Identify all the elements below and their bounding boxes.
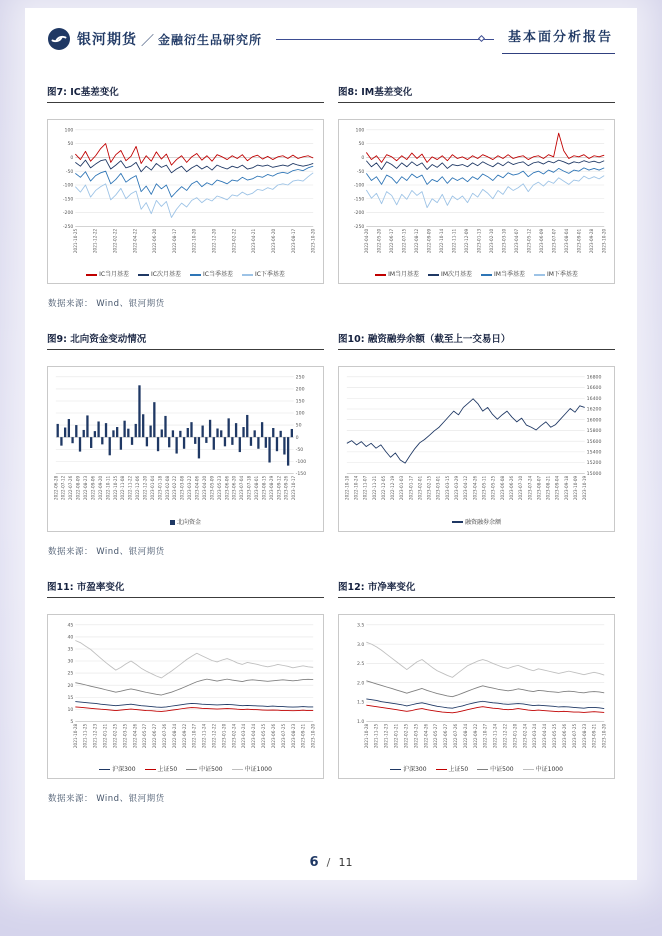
svg-text:2023-07-24: 2023-07-24 — [527, 476, 533, 501]
svg-text:15: 15 — [67, 695, 74, 701]
svg-text:15800: 15800 — [586, 429, 602, 435]
svg-text:2023-02-22: 2023-02-22 — [231, 228, 237, 254]
svg-text:2022-07-26: 2022-07-26 — [68, 476, 74, 501]
svg-text:16600: 16600 — [586, 386, 602, 392]
svg-text:2022-05-20: 2022-05-20 — [376, 228, 382, 254]
legend-item: 上证50 — [145, 766, 178, 773]
svg-text:2023-01-04: 2023-01-04 — [149, 476, 155, 501]
svg-text:2022-12-22: 2022-12-22 — [502, 723, 508, 748]
svg-text:2023-10-20: 2023-10-20 — [310, 228, 316, 254]
svg-text:2023-09-18: 2023-09-18 — [563, 476, 569, 501]
svg-text:2023-08-23: 2023-08-23 — [290, 723, 296, 748]
svg-text:2022-03-25: 2022-03-25 — [122, 723, 128, 748]
chart-title: 图7: IC基差变化 — [47, 84, 324, 103]
svg-text:2022-12-09: 2022-12-09 — [463, 228, 469, 254]
svg-text:2023-04-12: 2023-04-12 — [463, 476, 469, 501]
svg-text:2023-02-10: 2023-02-10 — [488, 228, 494, 254]
svg-text:2022-06-27: 2022-06-27 — [152, 723, 158, 748]
svg-text:2022-08-17: 2022-08-17 — [171, 228, 177, 254]
svg-text:2023-09-12: 2023-09-12 — [276, 476, 282, 501]
svg-text:-100: -100 — [295, 460, 307, 466]
svg-text:2022-07-26: 2022-07-26 — [453, 723, 459, 748]
legend-marker-icon — [481, 274, 492, 276]
svg-text:2022-11-22: 2022-11-22 — [127, 476, 133, 501]
svg-text:2023-08-04: 2023-08-04 — [564, 228, 570, 254]
svg-text:2023-01-20: 2023-01-20 — [512, 723, 518, 748]
svg-text:2022-04-20: 2022-04-20 — [363, 228, 369, 254]
svg-text:2022-02-22: 2022-02-22 — [112, 228, 118, 254]
legend-item: IM下季基差 — [534, 271, 578, 278]
svg-text:2023-07-25: 2023-07-25 — [280, 723, 286, 748]
legend-marker-icon — [190, 274, 201, 276]
svg-text:2023-05-23: 2023-05-23 — [216, 476, 222, 501]
svg-text:2022-09-22: 2022-09-22 — [472, 723, 478, 748]
svg-text:10: 10 — [67, 707, 74, 713]
legend-marker-icon — [452, 521, 463, 523]
svg-text:2023-10-20: 2023-10-20 — [601, 723, 607, 748]
legend-item: 中证500 — [477, 766, 513, 773]
svg-text:-150: -150 — [295, 472, 307, 478]
svg-text:2023-09-26: 2023-09-26 — [283, 476, 289, 501]
svg-text:2023-09-04: 2023-09-04 — [554, 476, 560, 501]
svg-text:5: 5 — [70, 719, 74, 725]
svg-text:2023-05-25: 2023-05-25 — [552, 723, 558, 748]
svg-text:-150: -150 — [62, 197, 74, 203]
svg-text:2022-02-25: 2022-02-25 — [112, 723, 118, 748]
svg-text:2023-08-17: 2023-08-17 — [290, 228, 296, 254]
svg-text:2023-01-13: 2023-01-13 — [476, 228, 482, 254]
legend-marker-icon — [375, 274, 386, 276]
svg-text:16800: 16800 — [586, 375, 602, 381]
svg-text:2023-04-07: 2023-04-07 — [514, 228, 520, 254]
chart-row-3 — [47, 579, 615, 779]
chart-title: 图9: 北向资金变动情况 — [47, 331, 324, 350]
svg-text:2023-06-08: 2023-06-08 — [499, 476, 505, 501]
legend-marker-icon — [477, 769, 488, 771]
svg-text:2023-01-20: 2023-01-20 — [221, 723, 227, 748]
svg-text:2022-09-22: 2022-09-22 — [181, 723, 187, 748]
svg-text:3.0: 3.0 — [356, 642, 365, 648]
svg-text:200: 200 — [295, 387, 305, 393]
data-source-note: 数据来源： Wind、银河期货 — [48, 794, 165, 805]
svg-text:2023-10-20: 2023-10-20 — [310, 723, 316, 748]
chart-legend — [50, 517, 321, 530]
chart-ic-basis-canvas — [47, 119, 324, 284]
svg-text:2023-02-22: 2023-02-22 — [172, 476, 178, 501]
svg-text:2023-02-24: 2023-02-24 — [522, 723, 528, 748]
svg-text:2023-05-12: 2023-05-12 — [526, 228, 532, 254]
legend-item: IC次月基差 — [138, 271, 181, 278]
svg-text:2023-06-26: 2023-06-26 — [270, 723, 276, 748]
report-type-title: 基本面分析报告 — [502, 24, 615, 54]
svg-text:40: 40 — [67, 635, 74, 641]
svg-text:2023-03-15: 2023-03-15 — [444, 476, 450, 501]
svg-text:2023-05-25: 2023-05-25 — [490, 476, 496, 501]
svg-text:16000: 16000 — [586, 418, 602, 424]
svg-text:-50: -50 — [356, 169, 365, 175]
svg-text:2023-03-22: 2023-03-22 — [187, 476, 193, 501]
chart-im-basis-canvas — [338, 119, 615, 284]
data-source-note: 数据来源： Wind、银河期货 — [48, 299, 165, 310]
svg-text:2023-07-25: 2023-07-25 — [571, 723, 577, 748]
svg-text:15200: 15200 — [586, 461, 602, 467]
svg-text:2023-08-07: 2023-08-07 — [536, 476, 542, 501]
svg-text:2022-12-20: 2022-12-20 — [211, 228, 217, 254]
charts-section — [47, 84, 615, 826]
legend-marker-icon — [138, 274, 149, 276]
report-header — [47, 22, 615, 56]
svg-text:50: 50 — [358, 142, 365, 148]
legend-item: 沪深300 — [99, 766, 135, 773]
svg-text:2023-04-06: 2023-04-06 — [194, 476, 200, 501]
svg-text:2022-01-21: 2022-01-21 — [393, 723, 399, 748]
svg-text:-200: -200 — [353, 211, 365, 217]
svg-text:2022-11-11: 2022-11-11 — [451, 228, 457, 254]
svg-text:2023-08-01: 2023-08-01 — [254, 476, 260, 501]
svg-text:2023-08-29: 2023-08-29 — [268, 476, 274, 501]
legend-marker-icon — [523, 769, 534, 771]
svg-text:2022-10-14: 2022-10-14 — [438, 228, 444, 254]
svg-text:2021-12-22: 2021-12-22 — [92, 228, 98, 254]
svg-text:100: 100 — [355, 128, 365, 134]
legend-item: 北向资金 — [170, 519, 201, 526]
legend-item: 中证1000 — [232, 766, 272, 773]
svg-text:2022-12-05: 2022-12-05 — [380, 476, 386, 501]
svg-text:2022-10-24: 2022-10-24 — [353, 476, 359, 501]
chart-northbound-flows-canvas — [47, 366, 324, 531]
svg-text:2022-06-27: 2022-06-27 — [443, 723, 449, 748]
legend-item: IM当月基差 — [375, 271, 419, 278]
svg-text:16400: 16400 — [586, 397, 602, 403]
svg-text:2022-11-24: 2022-11-24 — [201, 723, 207, 748]
legend-item: 沪深300 — [390, 766, 426, 773]
svg-text:30: 30 — [67, 659, 74, 665]
diamond-icon — [478, 34, 485, 41]
legend-item: IC下季基差 — [242, 271, 285, 278]
svg-text:15000: 15000 — [586, 472, 602, 478]
svg-text:-150: -150 — [353, 197, 365, 203]
svg-text:2022-06-17: 2022-06-17 — [388, 228, 394, 254]
svg-text:2022-12-22: 2022-12-22 — [211, 723, 217, 748]
svg-text:2023-10-09: 2023-10-09 — [573, 476, 579, 501]
galaxy-futures-logo-icon — [47, 27, 71, 51]
page-number-total: 11 — [338, 856, 353, 869]
svg-text:2022-11-24: 2022-11-24 — [492, 723, 498, 748]
chart-title: 图8: IM基差变化 — [338, 84, 615, 103]
chart-block-pe-ratio — [47, 579, 324, 779]
chart-block-im-basis — [338, 84, 615, 284]
svg-text:2021-12-23: 2021-12-23 — [92, 723, 98, 748]
svg-text:2021-10-28: 2021-10-28 — [363, 723, 369, 748]
legend-marker-icon — [232, 769, 243, 771]
legend-marker-icon — [186, 769, 197, 771]
svg-text:2023-03-29: 2023-03-29 — [454, 476, 460, 501]
legend-marker-icon — [390, 769, 401, 771]
svg-text:2022-10-27: 2022-10-27 — [191, 723, 197, 748]
legend-item: 中证500 — [186, 766, 222, 773]
legend-marker-icon — [534, 274, 545, 276]
svg-text:-100: -100 — [62, 183, 74, 189]
svg-text:2022-01-21: 2022-01-21 — [102, 723, 108, 748]
chart-title: 图11: 市盈率变化 — [47, 579, 324, 598]
svg-text:2023-06-20: 2023-06-20 — [231, 476, 237, 501]
svg-text:-250: -250 — [353, 224, 365, 230]
svg-text:2023-04-26: 2023-04-26 — [472, 476, 478, 501]
svg-text:50: 50 — [295, 424, 302, 430]
svg-text:2023-07-04: 2023-07-04 — [239, 476, 245, 501]
svg-text:2022-10-20: 2022-10-20 — [191, 228, 197, 254]
svg-text:2022-08-24: 2022-08-24 — [462, 723, 468, 748]
data-source-note: 数据来源： Wind、银河期货 — [48, 546, 165, 557]
svg-text:2023-06-26: 2023-06-26 — [508, 476, 514, 501]
svg-text:2022-09-09: 2022-09-09 — [426, 228, 432, 254]
header-rule — [276, 39, 494, 40]
svg-text:2022-06-20: 2022-06-20 — [152, 228, 158, 254]
svg-text:2022-08-23: 2022-08-23 — [83, 476, 89, 501]
chart-legend — [341, 269, 612, 282]
svg-text:2021-11-25: 2021-11-25 — [373, 723, 379, 748]
svg-text:2022-11-21: 2022-11-21 — [371, 476, 377, 501]
svg-text:2022-10-25: 2022-10-25 — [112, 476, 118, 501]
svg-text:2021-10-28: 2021-10-28 — [72, 723, 78, 748]
svg-text:15600: 15600 — [586, 440, 602, 446]
chart-legend — [50, 269, 321, 282]
svg-text:2021-10-25: 2021-10-25 — [72, 228, 78, 254]
svg-text:2023-05-11: 2023-05-11 — [481, 476, 487, 501]
legend-marker-icon — [242, 274, 253, 276]
legend-marker-icon — [436, 769, 447, 771]
svg-text:2023-01-18: 2023-01-18 — [157, 476, 163, 501]
svg-text:0: 0 — [295, 436, 299, 442]
brand-name: 银河期货 — [77, 32, 137, 48]
svg-text:2022-11-07: 2022-11-07 — [362, 476, 368, 501]
chart-title: 图12: 市净率变化 — [338, 579, 615, 598]
svg-text:2023-08-15: 2023-08-15 — [261, 476, 267, 501]
svg-text:2023-01-17: 2023-01-17 — [408, 476, 414, 501]
svg-text:2023-05-25: 2023-05-25 — [261, 723, 267, 748]
legend-marker-icon — [99, 769, 110, 771]
svg-text:2.5: 2.5 — [356, 661, 365, 667]
chart-margin-balance-canvas — [338, 366, 615, 531]
chart-pb-canvas — [338, 614, 615, 779]
chart-block-margin-balance — [338, 331, 615, 531]
chart-legend — [341, 764, 612, 777]
svg-text:2022-06-28: 2022-06-28 — [53, 476, 59, 501]
svg-text:2022-08-09: 2022-08-09 — [75, 476, 81, 501]
report-page — [25, 8, 637, 880]
svg-text:2023-03-24: 2023-03-24 — [532, 723, 538, 748]
svg-text:2022-08-12: 2022-08-12 — [413, 228, 419, 254]
svg-text:-100: -100 — [353, 183, 365, 189]
svg-text:2023-09-21: 2023-09-21 — [591, 723, 597, 748]
svg-text:2022-07-12: 2022-07-12 — [60, 476, 66, 501]
svg-text:2022-09-20: 2022-09-20 — [97, 476, 103, 501]
svg-text:2023-09-01: 2023-09-01 — [576, 228, 582, 254]
svg-text:45: 45 — [67, 623, 74, 629]
svg-text:-250: -250 — [62, 224, 74, 230]
legend-item: IM次月基差 — [428, 271, 472, 278]
chart-row-1 — [47, 84, 615, 284]
svg-text:50: 50 — [67, 142, 74, 148]
svg-text:2023-04-24: 2023-04-24 — [542, 723, 548, 748]
chart-block-pb-ratio — [338, 579, 615, 779]
svg-text:2023-01-03: 2023-01-03 — [399, 476, 405, 501]
svg-text:-50: -50 — [295, 448, 304, 454]
chart-pe-canvas — [47, 614, 324, 779]
svg-text:2023-03-24: 2023-03-24 — [241, 723, 247, 748]
svg-text:2023-06-26: 2023-06-26 — [561, 723, 567, 748]
svg-text:2022-04-22: 2022-04-22 — [132, 228, 138, 254]
svg-text:0: 0 — [361, 156, 365, 162]
legend-item: 上证50 — [436, 766, 469, 773]
svg-text:250: 250 — [295, 375, 305, 381]
svg-text:-50: -50 — [65, 169, 74, 175]
chart-block-ic-basis — [47, 84, 324, 284]
chart-row-2 — [47, 331, 615, 531]
svg-text:2023-08-23: 2023-08-23 — [581, 723, 587, 748]
svg-text:2023-09-28: 2023-09-28 — [589, 228, 595, 254]
legend-marker-icon — [86, 274, 97, 276]
svg-text:2.0: 2.0 — [356, 681, 365, 687]
svg-text:-200: -200 — [62, 211, 74, 217]
svg-text:2023-03-01: 2023-03-01 — [435, 476, 441, 501]
svg-text:2022-09-06: 2022-09-06 — [90, 476, 96, 501]
page-footer — [47, 845, 615, 872]
svg-text:2023-05-09: 2023-05-09 — [209, 476, 215, 501]
chart-legend — [50, 764, 321, 777]
svg-text:2022-04-26: 2022-04-26 — [423, 723, 429, 748]
department-name: 金融衍生品研究所 — [158, 32, 263, 47]
svg-text:2022-08-24: 2022-08-24 — [171, 723, 177, 748]
svg-text:2023-03-10: 2023-03-10 — [501, 228, 507, 254]
svg-text:2023-07-18: 2023-07-18 — [246, 476, 252, 501]
svg-text:2022-12-20: 2022-12-20 — [142, 476, 148, 501]
svg-text:2023-03-08: 2023-03-08 — [179, 476, 185, 501]
legend-marker-icon — [145, 769, 156, 771]
svg-text:20: 20 — [67, 683, 74, 689]
svg-text:2023-07-10: 2023-07-10 — [518, 476, 524, 501]
svg-text:150: 150 — [295, 400, 305, 406]
legend-item: IC当月基差 — [86, 271, 129, 278]
svg-text:100: 100 — [64, 128, 74, 134]
svg-text:2023-02-08: 2023-02-08 — [164, 476, 170, 501]
svg-text:2023-10-20: 2023-10-20 — [601, 228, 607, 254]
svg-text:2022-11-08: 2022-11-08 — [120, 476, 126, 501]
svg-text:100: 100 — [295, 412, 305, 418]
svg-text:2022-04-26: 2022-04-26 — [132, 723, 138, 748]
chart-title: 图10: 融资融券余额（截至上一交易日） — [338, 331, 615, 350]
svg-text:2021-11-25: 2021-11-25 — [82, 723, 88, 748]
chart-legend — [341, 517, 612, 530]
page-number-separator: / — [326, 856, 331, 869]
svg-text:2023-06-09: 2023-06-09 — [539, 228, 545, 254]
svg-text:2023-04-24: 2023-04-24 — [251, 723, 257, 748]
svg-text:1.5: 1.5 — [356, 700, 365, 706]
svg-text:2023-02-15: 2023-02-15 — [426, 476, 432, 501]
svg-text:16200: 16200 — [586, 408, 602, 414]
chart-block-northbound-flows — [47, 331, 324, 531]
header-separator: ／ — [141, 33, 155, 49]
svg-text:2023-02-01: 2023-02-01 — [417, 476, 423, 501]
svg-text:1.0: 1.0 — [356, 719, 365, 725]
svg-text:2022-03-25: 2022-03-25 — [413, 723, 419, 748]
legend-item: 融资融券余额 — [452, 519, 501, 526]
svg-text:2023-10-17: 2023-10-17 — [291, 476, 297, 501]
svg-text:0: 0 — [70, 156, 74, 162]
svg-text:2023-02-24: 2023-02-24 — [231, 723, 237, 748]
svg-text:2023-06-06: 2023-06-06 — [224, 476, 230, 501]
legend-item: IM当季基差 — [481, 271, 525, 278]
legend-item: IC当季基差 — [190, 271, 233, 278]
svg-text:2023-09-21: 2023-09-21 — [300, 723, 306, 748]
svg-text:2022-02-25: 2022-02-25 — [403, 723, 409, 748]
page-number-current: 6 — [309, 855, 319, 870]
legend-marker-icon — [170, 520, 175, 525]
svg-text:2023-04-20: 2023-04-20 — [201, 476, 207, 501]
svg-text:3.5: 3.5 — [356, 623, 365, 629]
svg-text:2023-06-20: 2023-06-20 — [270, 228, 276, 254]
svg-text:2022-10-27: 2022-10-27 — [482, 723, 488, 748]
svg-text:2022-12-06: 2022-12-06 — [135, 476, 141, 501]
legend-marker-icon — [428, 274, 439, 276]
legend-item: 中证1000 — [523, 766, 563, 773]
svg-text:2022-10-11: 2022-10-11 — [105, 476, 111, 501]
svg-text:2022-05-27: 2022-05-27 — [142, 723, 148, 748]
svg-text:2022-05-27: 2022-05-27 — [433, 723, 439, 748]
svg-text:2023-10-19: 2023-10-19 — [582, 476, 588, 501]
svg-text:25: 25 — [67, 671, 74, 677]
svg-text:2023-04-21: 2023-04-21 — [251, 228, 257, 254]
svg-text:2022-10-10: 2022-10-10 — [344, 476, 350, 501]
svg-text:15400: 15400 — [586, 450, 602, 456]
svg-text:2022-07-26: 2022-07-26 — [162, 723, 168, 748]
svg-text:2023-07-07: 2023-07-07 — [551, 228, 557, 254]
svg-text:2021-12-23: 2021-12-23 — [383, 723, 389, 748]
svg-text:35: 35 — [67, 647, 74, 653]
svg-text:2022-12-19: 2022-12-19 — [390, 476, 396, 501]
svg-text:2023-08-21: 2023-08-21 — [545, 476, 551, 501]
svg-text:2022-07-15: 2022-07-15 — [401, 228, 407, 254]
